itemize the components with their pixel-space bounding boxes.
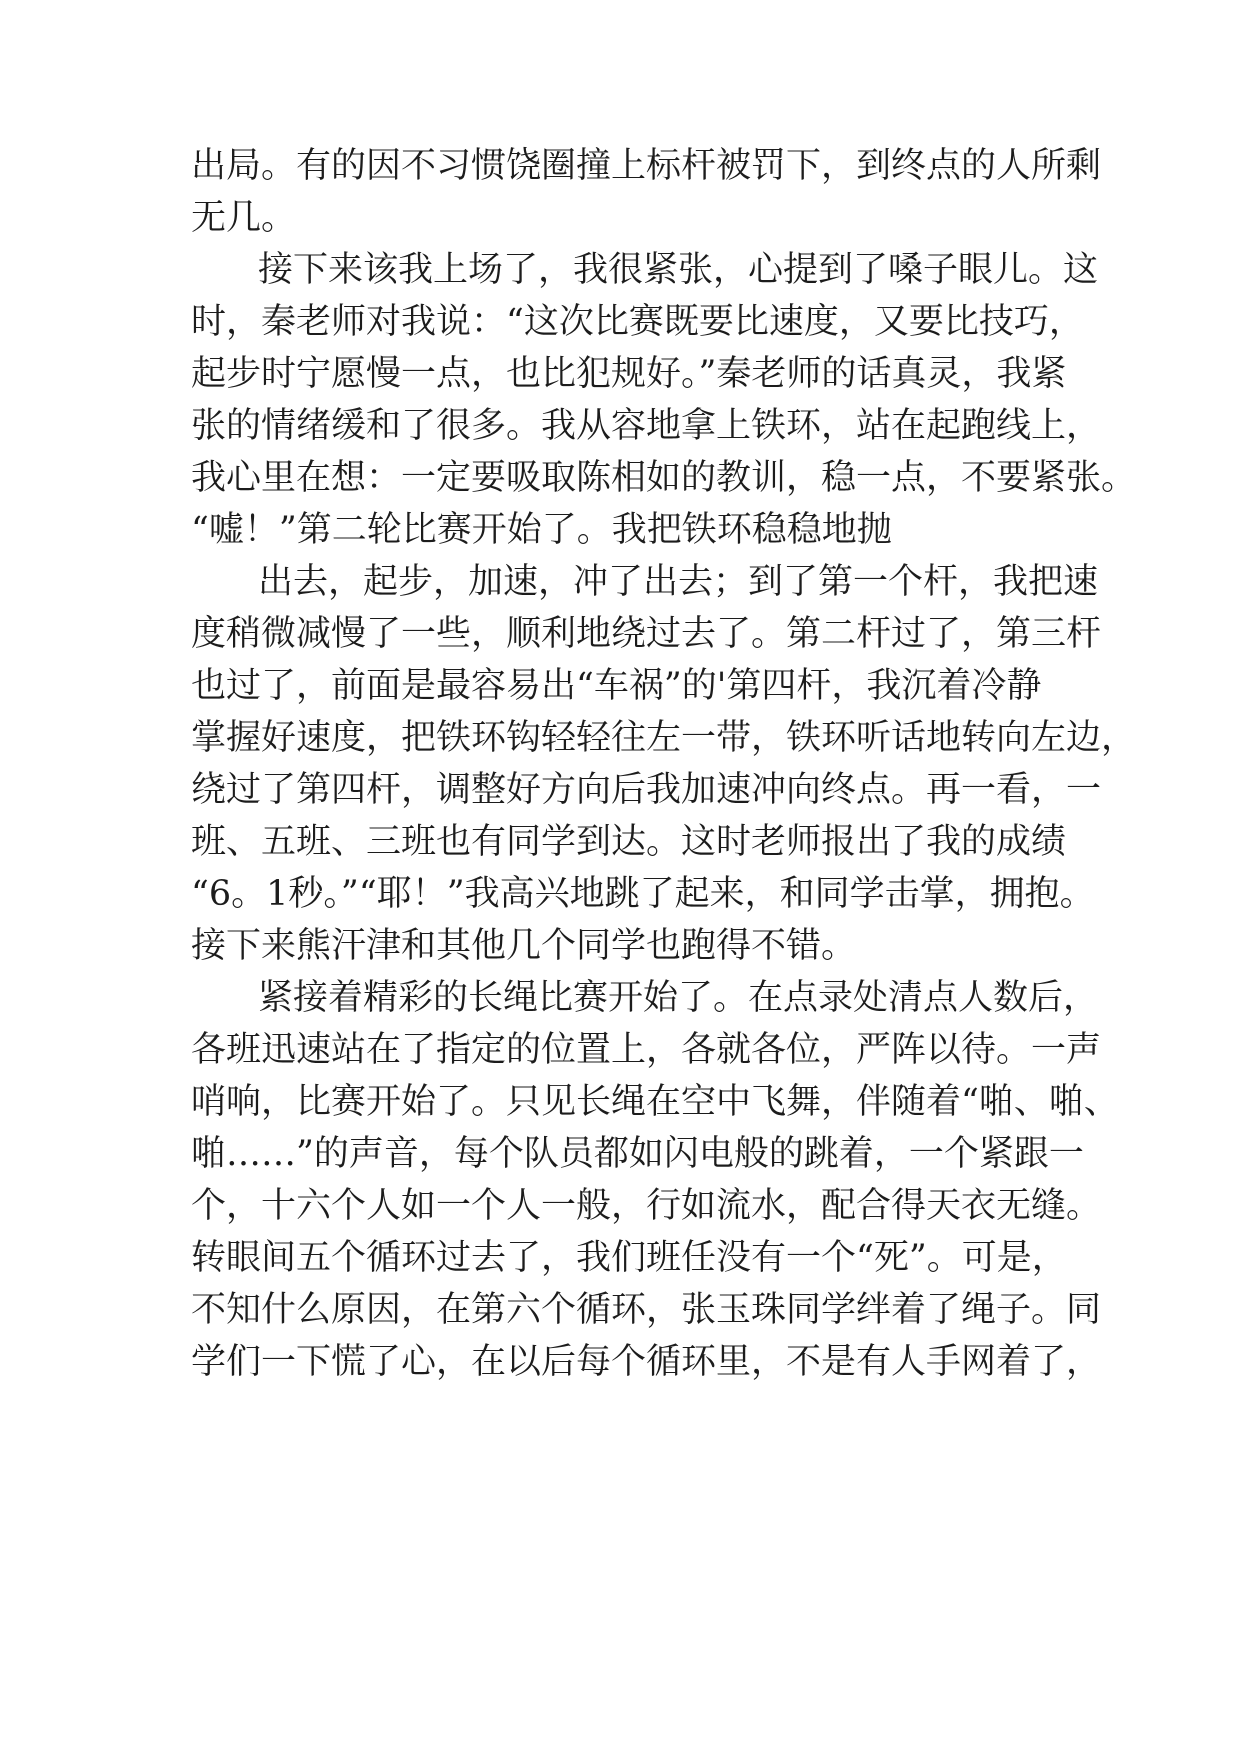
text-line-9: 出去，起步，加速，冲了出去；到了第一个杆，我把速 — [258, 562, 1099, 602]
text-line-11: 也过了，前面是最容易出“车祸”的'第四杆，我沉着冷静 — [191, 666, 1042, 706]
text-line-13: 绕过了第四杆，调整好方向后我加速冲向终点。再一看，一 — [191, 770, 1102, 810]
text-line-19: 哨响，比赛开始了。只见长绳在空中飞舞，伴随着“啪、啪、 — [191, 1082, 1119, 1122]
text-line-22: 转眼间五个循环过去了，我们班任没有一个“死”。可是， — [191, 1238, 1067, 1278]
text-line-20: 啪……”的声音，每个队员都如闪电般的跳着，一个紧跟一 — [191, 1134, 1084, 1174]
text-line-12: 掌握好速度，把铁环钩轻轻往左一带，铁环听话地转向左边， — [191, 718, 1137, 758]
text-line-21: 个，十六个人如一个人一般，行如流水，配合得天衣无缝。 — [191, 1186, 1102, 1226]
text-line-2: 无几。 — [191, 198, 297, 238]
text-line-4: 时，秦老师对我说：“这次比赛既要比速度，又要比技巧， — [191, 302, 1084, 342]
text-line-1: 出局。有的因不习惯饶圈撞上标杆被罚下，到终点的人所剩 — [191, 146, 1102, 186]
text-line-5: 起步时宁愿慢一点，也比犯规好。”秦老师的话真灵，我紧 — [191, 354, 1067, 394]
text-line-16: 接下来熊汗津和其他几个同学也跑得不错。 — [191, 926, 857, 966]
text-line-3: 接下来该我上场了，我很紧张，心提到了嗓子眼儿。这 — [258, 250, 1099, 290]
text-line-15: “6。1秒。”“耶！”我高兴地跳了起来，和同学击掌，拥抱。 — [191, 874, 1095, 914]
text-line-17: 紧接着精彩的长绳比赛开始了。在点录处清点人数后， — [258, 978, 1099, 1018]
text-line-24: 学们一下慌了心，在以后每个循环里，不是有人手网着了， — [191, 1342, 1102, 1382]
text-line-6: 张的情绪缓和了很多。我从容地拿上铁环，站在起跑线上， — [191, 406, 1102, 446]
text-line-14: 班、五班、三班也有同学到达。这时老师报出了我的成绩 — [191, 822, 1067, 862]
text-line-18: 各班迅速站在了指定的位置上，各就各位，严阵以待。一声 — [191, 1030, 1102, 1070]
text-line-7: 我心里在想：一定要吸取陈相如的教训，稳一点，不要紧张。 — [191, 458, 1137, 498]
text-line-8: “嘘！”第二轮比赛开始了。我把铁环稳稳地抛 — [191, 510, 892, 550]
text-line-23: 不知什么原因，在第六个循环，张玉珠同学绊着了绳子。同 — [191, 1290, 1102, 1330]
text-line-10: 度稍微减慢了一些，顺利地绕过去了。第二杆过了，第三杆 — [191, 614, 1102, 654]
